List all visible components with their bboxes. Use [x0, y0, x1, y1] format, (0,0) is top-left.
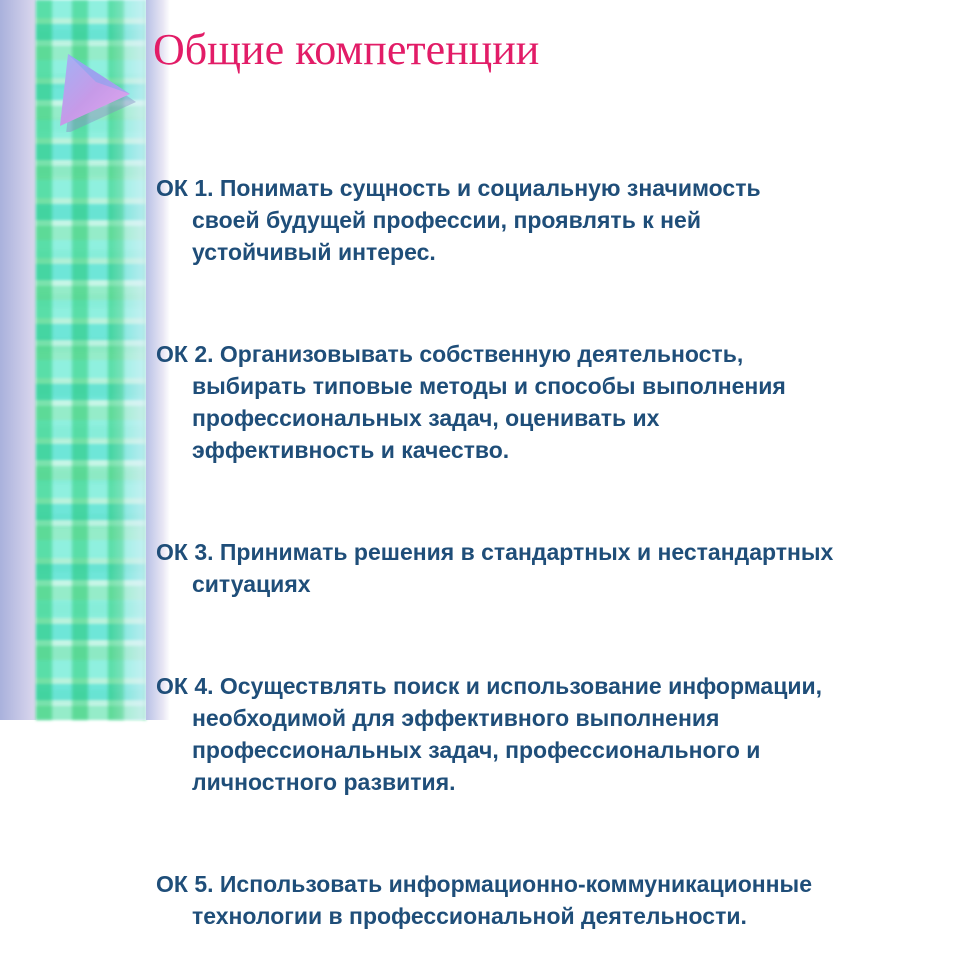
- slide-title: Общие компетенции: [153, 25, 540, 74]
- competency-item-1-first-line: ОК 1. Понимать сущность и социальную значимость: [156, 175, 761, 201]
- competency-item-4-continuation: необходимой для эффективного выполнения профессиональных задач, профессионального и личностного развития.: [192, 705, 761, 795]
- competency-item-2-first-line: ОК 2. Организовывать собственную деятельность,: [156, 341, 744, 367]
- competency-item-5-continuation: технологии в профессиональной деятельности.: [192, 903, 747, 929]
- competency-item-5-first-line: ОК 5. Использовать информационно-коммуникационные: [156, 871, 812, 897]
- competency-item-2-continuation: выбирать типовые методы и способы выполнения профессиональных задач, оценивать их эффективность и качество.: [192, 373, 786, 463]
- competency-item-2: [156, 306, 956, 498]
- competency-item-3-continuation: ситуациях: [192, 571, 311, 597]
- triangle-play-icon: [56, 52, 136, 132]
- competency-item-3: [156, 504, 956, 632]
- competency-list: [156, 140, 956, 964]
- competency-item-4-first-line: ОК 4. Осуществлять поиск и использование информации,: [156, 673, 823, 699]
- competency-item-1: [156, 140, 956, 300]
- competency-item-4: [156, 638, 956, 830]
- band-outer-edge: [0, 0, 36, 720]
- competency-item-3-first-line: ОК 3. Принимать решения в стандартных и нестандартных: [156, 539, 834, 565]
- competency-item-1-continuation: своей будущей профессии, проявлять к ней устойчивый интерес.: [192, 207, 701, 265]
- competency-item-5: [156, 836, 956, 964]
